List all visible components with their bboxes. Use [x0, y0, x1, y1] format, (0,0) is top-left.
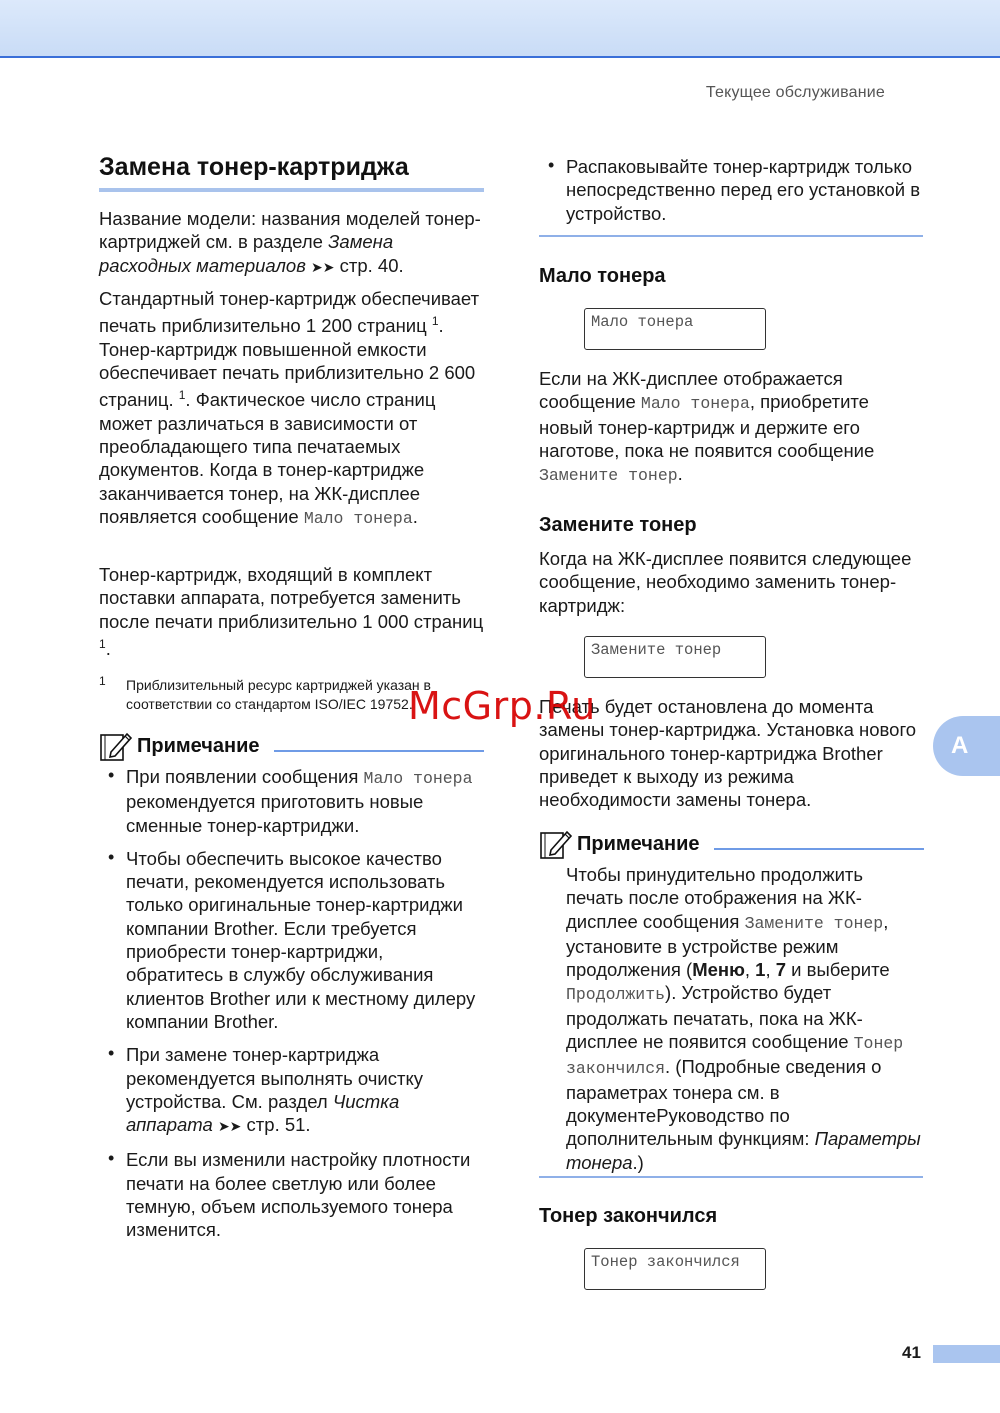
text: ). Устройство будет продолжать печатать, пока на ЖК-дисплее не появится сообщение — [566, 982, 863, 1053]
text: Тонер-картридж, входящий в комплект поставки аппарата, потребуется заменить после печати приблизительно 1 000 страниц — [99, 564, 484, 632]
text: , — [744, 959, 756, 981]
replace-paragraph — [539, 547, 924, 617]
text: Когда на ЖК-дисплее появится следующее сообщение, необходимо заменить тонер-картридж: — [539, 548, 912, 616]
note-rule — [714, 848, 924, 850]
lcd-message-inline: Замените тонер — [539, 466, 678, 486]
text: , приобретите новый тонер-картридж и держите его наготове, пока не появится сообщение — [539, 391, 875, 461]
text: , — [765, 959, 776, 981]
section-title: Замена тонер-картриджа — [99, 153, 409, 181]
cross-ref-link[interactable]: Параметры тонера — [566, 1128, 921, 1173]
watermark-text: McGrp.Ru — [408, 684, 596, 728]
menu-key: 1 — [755, 959, 766, 981]
footnote-ref: 1 — [431, 314, 439, 329]
footnote-ref: 1 — [99, 636, 106, 651]
text: Название модели: названия моделей тонер-картриджей см. в разделе — [99, 208, 481, 253]
note-header-right — [539, 827, 924, 861]
left-column — [99, 152, 484, 192]
list-item — [99, 847, 484, 1033]
heading-toner-empty — [539, 1204, 924, 1228]
lcd-message-inline: Мало тонера — [303, 508, 413, 528]
note-end-rule — [539, 235, 923, 237]
heading-replace-toner — [539, 513, 924, 537]
text: Чтобы принудительно продолжить печать после отображения на ЖК-дисплее сообщения — [566, 864, 864, 932]
lcd-message-inline: Тонер закончился — [566, 1034, 904, 1079]
lcd-message-inline: Мало тонера — [640, 394, 750, 414]
top-band — [0, 0, 1000, 58]
text: При замене тонер-картриджа рекомендуется выполнять очистку устройства. См. раздел — [126, 1044, 424, 1112]
text: Если вы изменили настройку плотности печати на более светлую или более темную, объем используемого тонера изменится. — [126, 1149, 471, 1241]
note-pencil-icon — [99, 730, 133, 762]
intro-paragraph — [99, 207, 484, 279]
text: . (Подробные сведения о параметрах тонера см. в документеРуководство по дополнительным функциям: — [566, 1056, 882, 1150]
text: и выберите — [786, 959, 890, 981]
starter-paragraph — [99, 563, 484, 660]
double-arrow-icon: ➤➤ — [217, 1118, 242, 1135]
note-rule — [274, 750, 484, 752]
text: Печать будет остановлена до момента замены тонер-картриджа. Установка нового оригинального тонер-картриджа Brother приведет к выходу из режима необходимости замены тонера. — [539, 696, 917, 811]
page-number-bar — [933, 1345, 1000, 1363]
footnote-number: 1 — [99, 674, 106, 688]
note-header-left — [99, 729, 484, 763]
title-rule — [99, 188, 484, 192]
text: . Тонер-картридж повышенной емкости обеспечивает печать приблизительно 2 600 страниц. — [99, 315, 476, 411]
note-end-rule — [539, 1176, 923, 1178]
lcd-display-empty: Тонер закончился — [584, 1248, 766, 1290]
bullet-dot: • — [108, 1043, 115, 1064]
chapter-tab[interactable]: A — [933, 716, 1000, 776]
text: , установите в устройстве режим продолжения ( — [566, 910, 889, 981]
subsection-title: Замените тонер — [539, 514, 697, 536]
double-arrow-icon: ➤➤ — [311, 258, 335, 275]
text: . — [677, 463, 683, 485]
page-number: 41 — [902, 1343, 921, 1362]
text: . — [412, 505, 418, 527]
lcd-display-low: Мало тонера — [584, 308, 766, 350]
running-header: Текущее обслуживание — [705, 84, 885, 101]
text: При появлении сообщения — [126, 766, 364, 787]
text: Распаковывайте тонер-картридж только непосредственно перед его установкой в устройство. — [566, 156, 921, 224]
replace-paragraph-2 — [539, 695, 924, 811]
subsection-title: Тонер закончился — [539, 1205, 718, 1227]
text: . — [105, 638, 111, 660]
footnote-text: Приблизительный ресурс картриджей указан в соответствии со стандартом ISO/IEC 19752. — [126, 677, 431, 712]
text: Чтобы обеспечить высокое качество печати, рекомендуется использовать только оригинальные тонер-картриджи компании Brother. Если требуется приобрести тонер-картриджи, обратитесь в службу обслуживания клиентов Brother или к местному дилеру компании Brother. — [126, 847, 476, 1032]
right-top-bullet — [539, 155, 924, 225]
lcd-message-inline: Продолжить — [566, 985, 666, 1005]
text: .) — [632, 1151, 644, 1173]
lcd-message-inline: Мало тонера — [363, 769, 473, 788]
note-title: Примечание — [577, 832, 700, 855]
text: Если на ЖК-дисплее отображается сообщение — [539, 368, 843, 413]
cross-ref-link[interactable]: Чистка аппарата — [126, 1090, 400, 1136]
list-item — [99, 765, 484, 837]
note-pencil-icon — [539, 828, 573, 860]
lcd-message-inline: Замените тонер — [744, 913, 884, 933]
text: стр. 51. — [241, 1114, 311, 1136]
text: стр. 40. — [334, 254, 404, 276]
lcd-display-replace: Замените тонер — [584, 636, 766, 678]
cross-ref-link[interactable]: Замена расходных материалов — [99, 231, 394, 276]
bullet-dot: • — [108, 1148, 115, 1169]
menu-key: 7 — [775, 959, 787, 981]
bullet-dot: • — [108, 765, 115, 785]
list-item — [99, 1043, 484, 1138]
capacity-paragraph — [99, 287, 484, 530]
list-item — [99, 1148, 484, 1241]
text: рекомендуется приготовить новые сменные тонер-картриджи. — [126, 791, 424, 836]
subsection-title: Мало тонера — [539, 265, 666, 287]
heading-low-toner — [539, 264, 924, 288]
menu-key: Меню — [692, 959, 745, 981]
text: Стандартный тонер-картридж обеспечивает печать приблизительно 1 200 страниц — [99, 288, 480, 337]
note-bullets-left — [99, 765, 484, 1242]
text: . Фактическое число страниц может различаться в зависимости от преобладающего типа печатаемых документов. Когда в тонер-картридже заканчивается тонер, на ЖК-дисплее появляется сообщение — [99, 389, 436, 527]
note-body-right — [566, 863, 922, 1174]
list-item — [539, 155, 924, 225]
footnote-ref: 1 — [178, 388, 186, 403]
bullet-dot: • — [548, 155, 555, 175]
low-toner-paragraph — [539, 367, 924, 487]
note-title: Примечание — [137, 734, 260, 757]
bullet-dot: • — [108, 846, 115, 867]
